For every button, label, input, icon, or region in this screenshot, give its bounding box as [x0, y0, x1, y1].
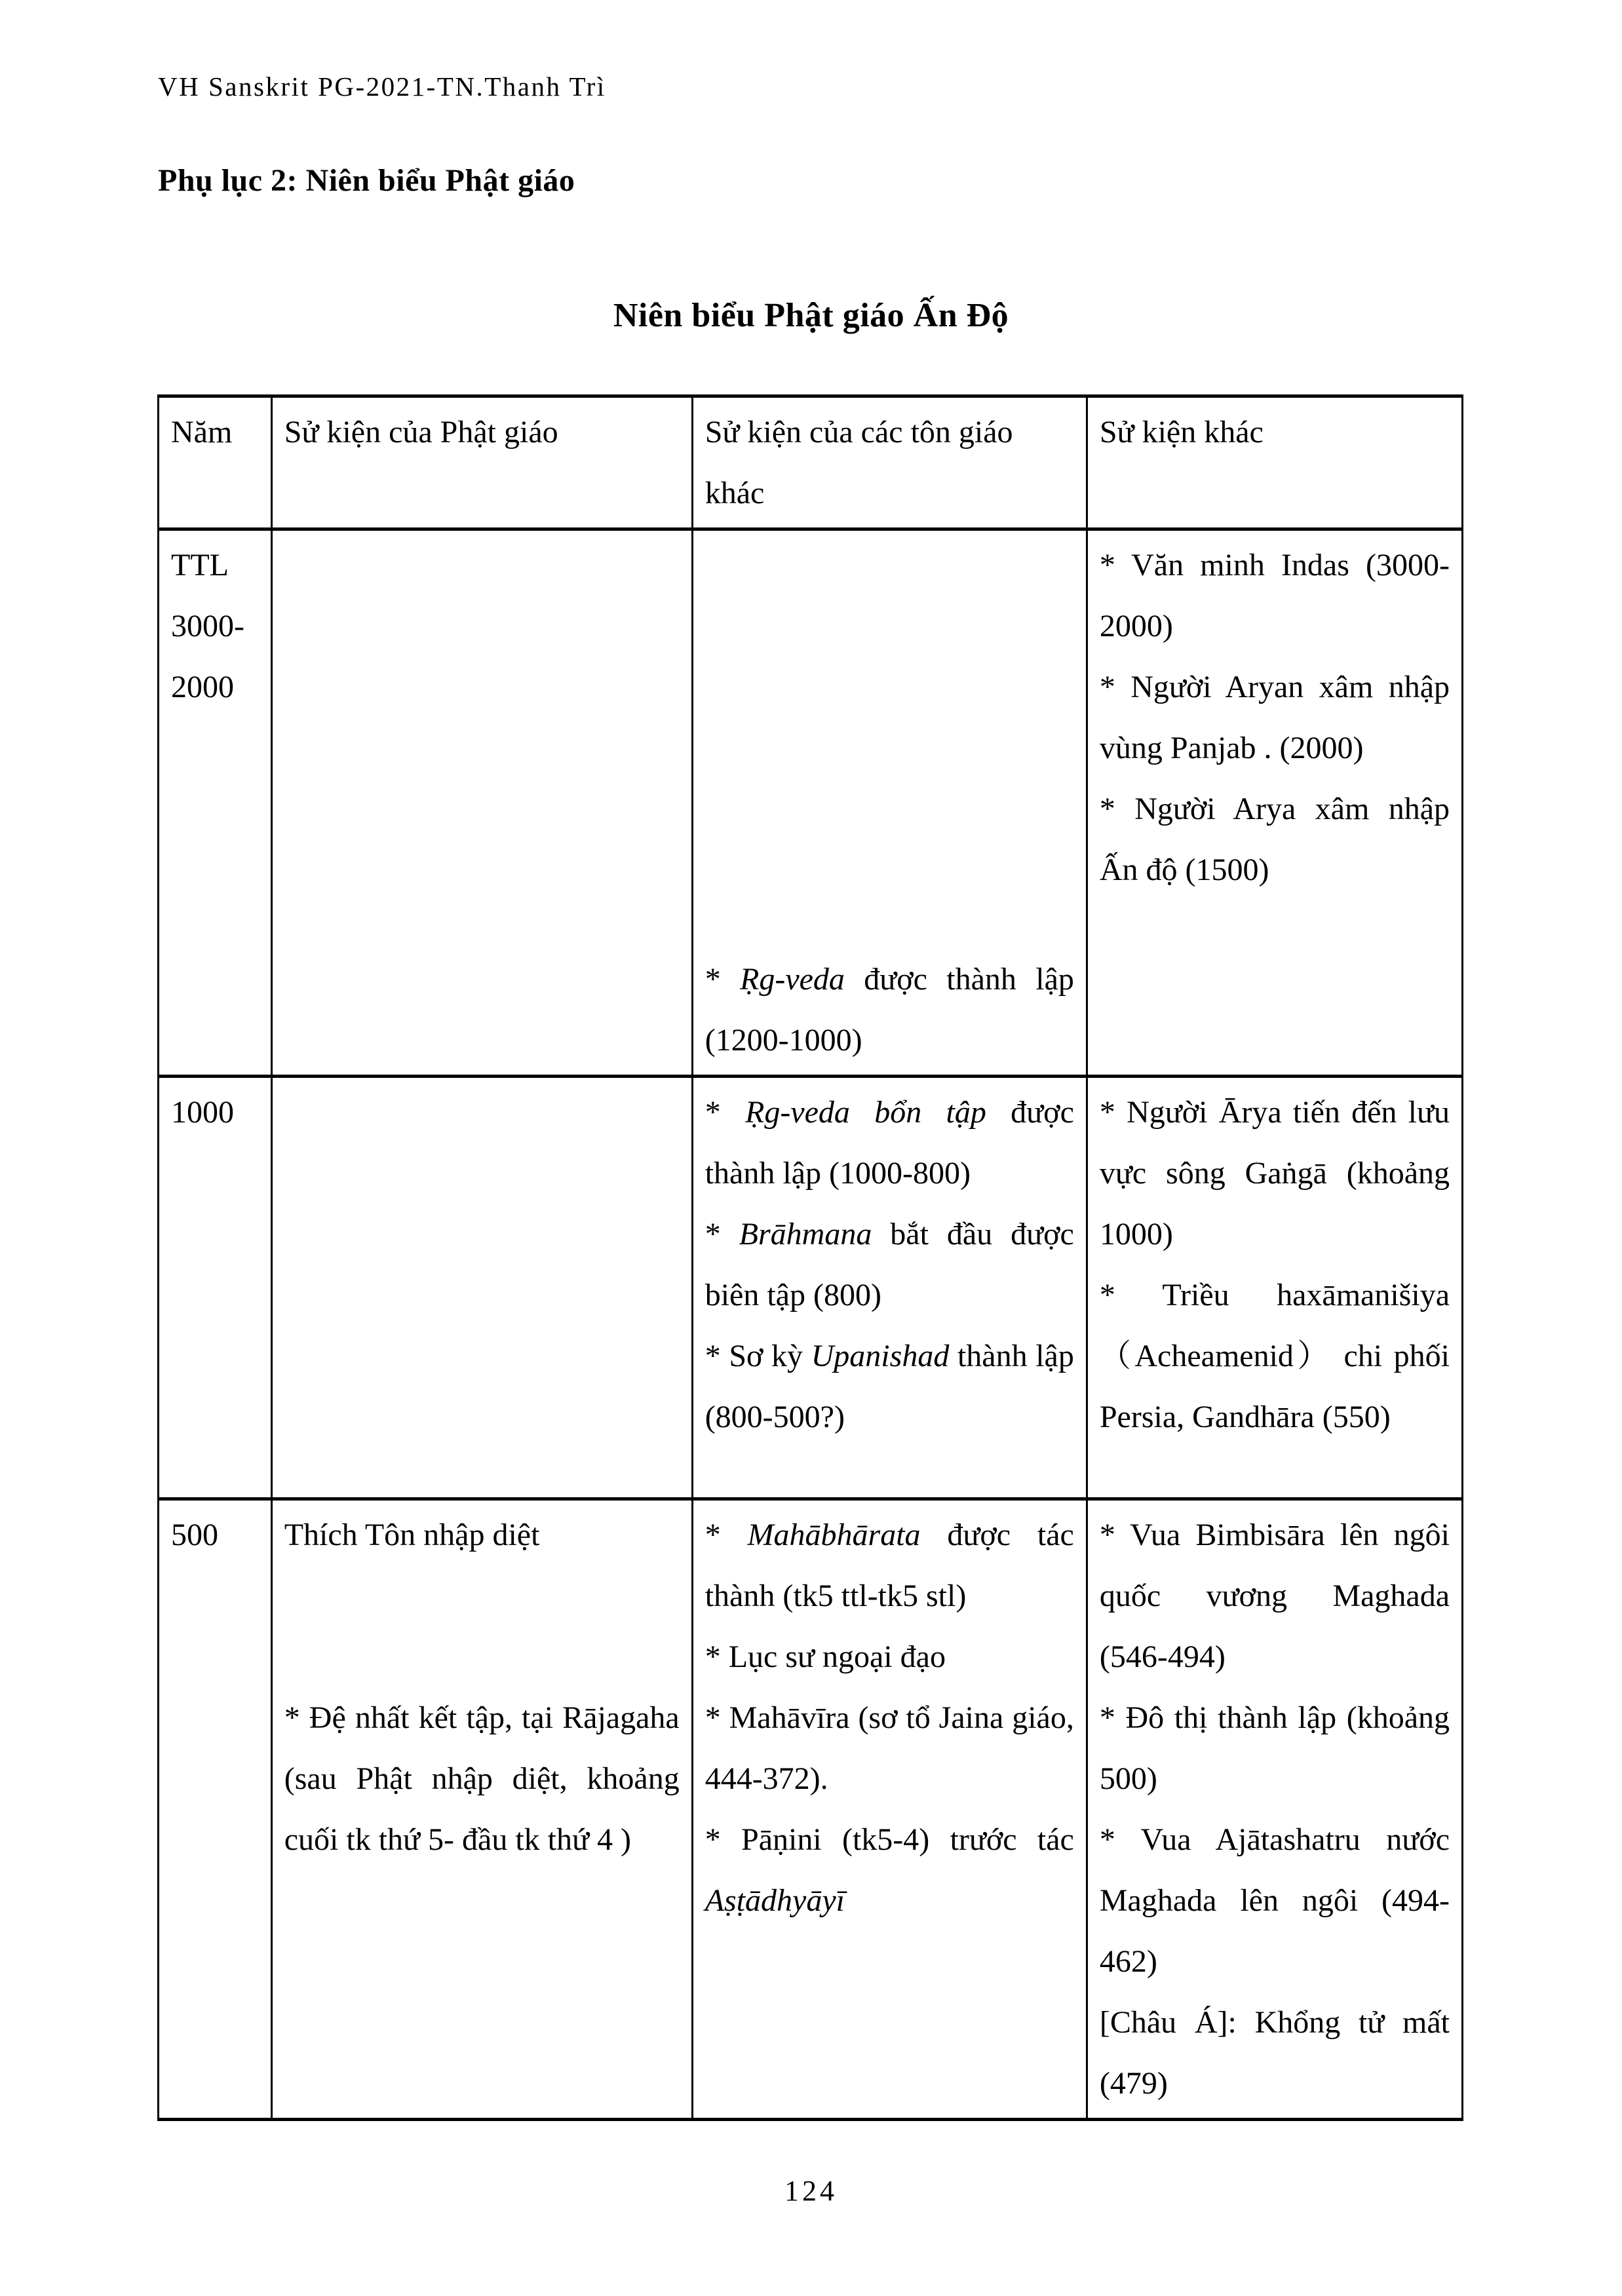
year-label: TTL 3000-2000	[171, 548, 244, 704]
text-segment: *	[705, 1095, 745, 1130]
cell-other-religion-events	[692, 529, 1087, 1077]
cell-paragraph	[705, 1082, 1074, 1204]
cell-paragraph	[284, 1504, 680, 1565]
text-segment: [Châu Á]: Khổng tử mất (479)	[1099, 2005, 1450, 2101]
cell-paragraph	[1100, 1504, 1450, 1687]
text-segment: *	[705, 1518, 748, 1552]
italic-term: Aṣṭādhyāyī	[705, 1883, 845, 1918]
italic-term: Ṛg-veda	[740, 962, 845, 997]
cell-buddhism-events	[271, 1077, 692, 1499]
text-segment: được tác thành (tk5 ttl-tk5 stl)	[705, 1518, 1074, 1613]
cell-year	[159, 529, 272, 1077]
text-segment: * Lục sư ngoại đạo	[705, 1639, 946, 1674]
table-row	[159, 529, 1463, 1077]
table-header-row	[159, 396, 1463, 529]
text-segment: *	[705, 1217, 739, 1252]
column-header: Năm	[159, 396, 272, 529]
running-header: VH Sanskrit PG-2021-TN.Thanh Trì	[158, 71, 606, 102]
cell-other-events	[1087, 1499, 1462, 2120]
italic-term: Brāhmana	[739, 1217, 872, 1252]
text-segment: được thành lập (1000-800)	[705, 1095, 1074, 1191]
cell-paragraph	[1100, 535, 1450, 657]
cell-paragraph	[705, 1326, 1074, 1447]
cell-paragraph	[705, 949, 1074, 1071]
text-segment: thành lập (800-500?)	[705, 1339, 1074, 1434]
text-segment: * Người Ārya tiến đến lưu vực sông Gaṅgā (khoảng 1000)	[1099, 1095, 1450, 1252]
italic-term: Upanishad	[811, 1339, 950, 1373]
cell-year	[159, 1499, 272, 2120]
text-segment: * Sơ kỳ	[705, 1339, 811, 1373]
cell-paragraph	[1100, 1265, 1450, 1447]
text-segment: *	[705, 962, 741, 997]
cell-other-religion-events	[692, 1077, 1087, 1499]
cell-paragraph	[705, 1809, 1074, 1931]
cell-other-religion-events	[692, 1499, 1087, 2120]
cell-paragraph	[705, 1204, 1074, 1326]
cell-paragraph	[705, 1687, 1074, 1809]
cell-other-events	[1087, 1077, 1462, 1499]
cell-paragraph	[284, 1687, 680, 1870]
cell-paragraph	[1100, 1687, 1450, 1809]
text-segment: * Người Aryan xâm nhập vùng Panjab . (2000)	[1099, 670, 1450, 765]
year-label: 500	[171, 1518, 218, 1552]
italic-term: Ṛg-veda bổn tập	[745, 1095, 986, 1130]
table-row	[159, 1077, 1463, 1499]
cell-paragraph	[284, 1565, 680, 1626]
cell-paragraph	[705, 1626, 1074, 1687]
cell-paragraph	[1100, 1809, 1450, 1992]
timeline-table-body	[159, 529, 1463, 2120]
text-segment: * Vua Bimbisāra lên ngôi quốc vương Maghada (546-494)	[1099, 1518, 1450, 1674]
column-header: Sử kiện của các tôn giáo khác	[692, 396, 1087, 529]
column-header: Sử kiện khác	[1087, 396, 1462, 529]
text-segment: * Vua Ajātashatru nước Maghada lên ngôi (494-462)	[1099, 1822, 1450, 1979]
table-title: Niên biểu Phật giáo Ấn Độ	[613, 297, 1009, 334]
cell-paragraph	[705, 1504, 1074, 1626]
text-segment: * Pāṇini (tk5-4) trước tác	[705, 1822, 1074, 1857]
text-segment: * Đệ nhất kết tập, tại Rājagaha (sau Phật nhập diệt, khoảng cuối tk thứ 5- đầu tk thứ 4 )	[284, 1700, 680, 1857]
text-segment: * Văn minh Indas (3000-2000)	[1099, 548, 1450, 643]
text-segment: được thành lập (1200-1000)	[705, 962, 1074, 1058]
cell-paragraph	[1100, 1082, 1450, 1265]
cell-paragraph	[284, 1626, 680, 1687]
cell-buddhism-events	[271, 529, 692, 1077]
appendix-title: Phụ lục 2: Niên biểu Phật giáo	[158, 163, 575, 198]
cell-paragraph	[1100, 657, 1450, 778]
cell-year	[159, 1077, 272, 1499]
table-row	[159, 1499, 1463, 2120]
column-header: Sử kiện của Phật giáo	[271, 396, 692, 529]
year-label: 1000	[171, 1095, 234, 1130]
timeline-table	[157, 394, 1463, 2121]
text-segment: * Người Arya xâm nhập Ấn độ (1500)	[1099, 792, 1450, 887]
text-segment: * Đô thị thành lập (khoảng 500)	[1099, 1700, 1450, 1796]
cell-other-events	[1087, 529, 1462, 1077]
text-segment: * Mahāvīra (sơ tổ Jaina giáo, 444-372).	[705, 1700, 1074, 1796]
cell-buddhism-events	[271, 1499, 692, 2120]
cell-paragraph	[1100, 778, 1450, 900]
text-segment: * Triều haxāmanišiya （Acheamenid） chi phối Persia, Gandhāra (550)	[1099, 1278, 1450, 1434]
cell-paragraph	[1100, 1992, 1450, 2114]
text-segment: Thích Tôn nhập diệt	[284, 1518, 540, 1552]
italic-term: Mahābhārata	[747, 1518, 921, 1552]
page-number: 124	[784, 2175, 838, 2207]
text-segment: bắt đầu được biên tập (800)	[705, 1217, 1074, 1312]
